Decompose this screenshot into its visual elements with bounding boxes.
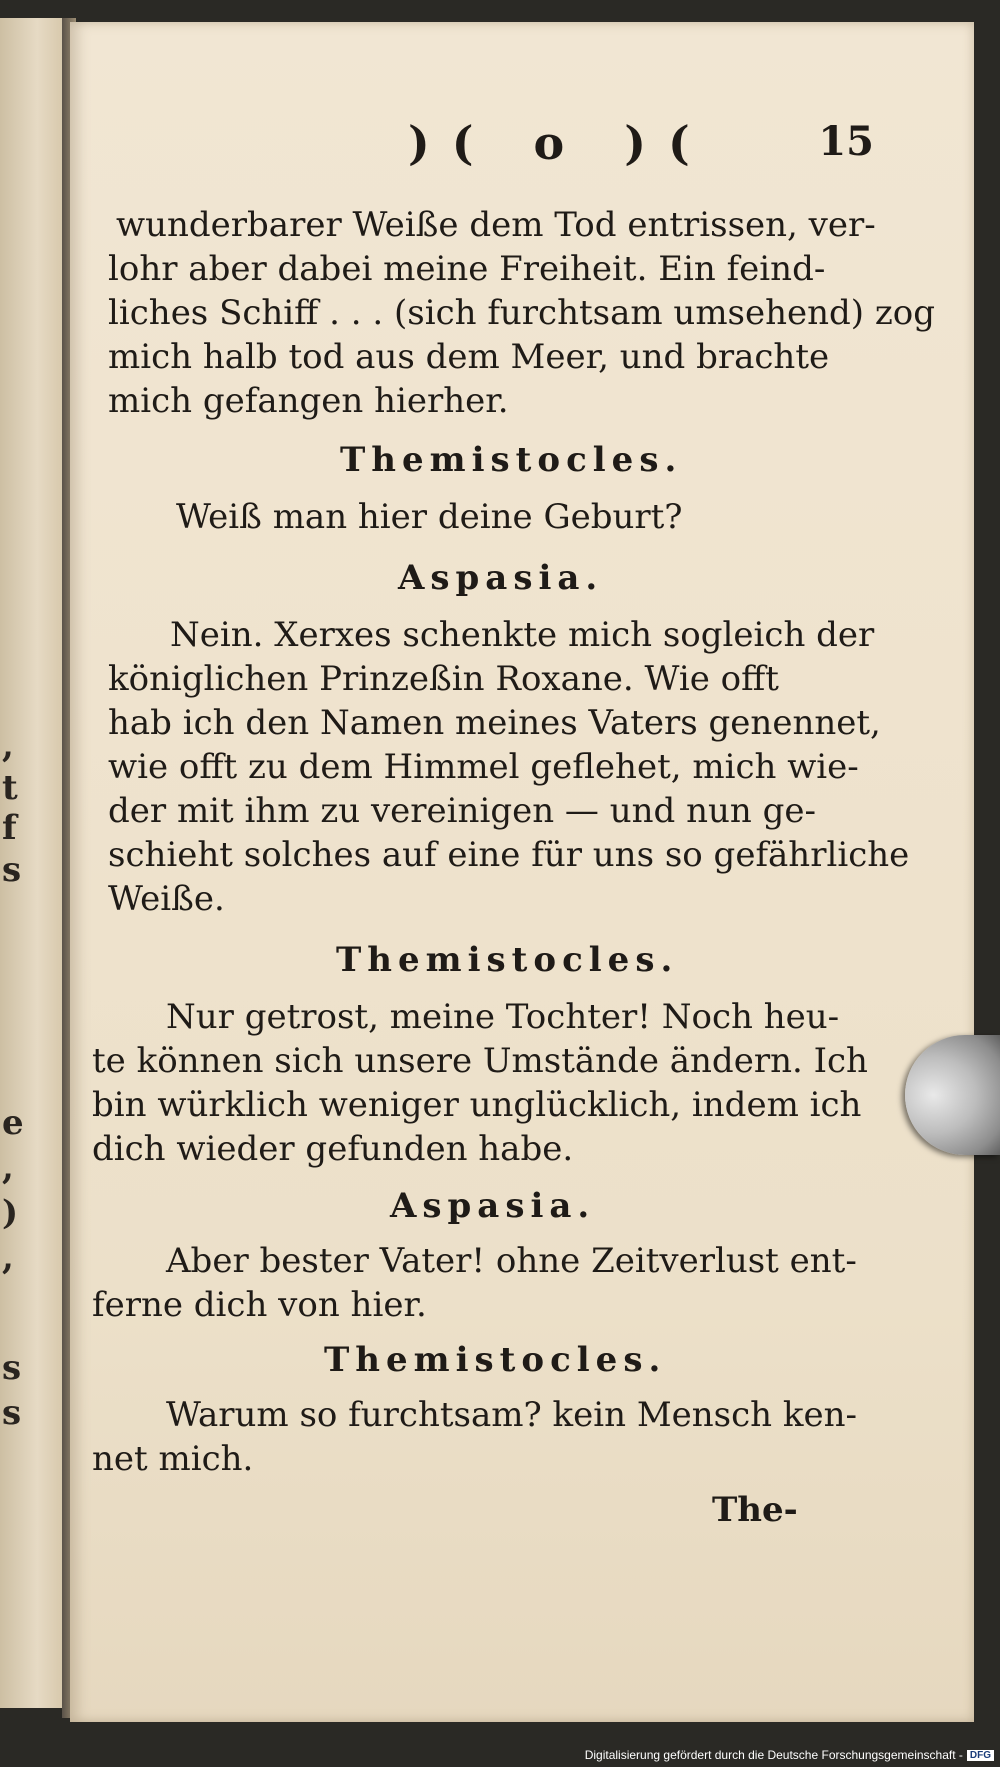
left-page-edge — [0, 18, 62, 1708]
left-fragment: t — [2, 768, 18, 808]
text-line: Aber bester Vater! ohne Zeitverlust ent- — [166, 1241, 857, 1281]
text-line: schieht solches auf eine für uns so gefährliche — [108, 835, 910, 875]
text-line: der mit ihm zu vereinigen — und nun ge- — [108, 791, 816, 831]
left-fragment: s — [2, 1348, 22, 1388]
text-line: te können sich unsere Umstände ändern. Ich — [92, 1041, 868, 1081]
text-line: mich halb tod aus dem Meer, und brachte — [108, 337, 830, 377]
text-line: Nein. Xerxes schenkte mich sogleich der — [170, 615, 875, 655]
speaker-heading: Themistocles. — [336, 940, 679, 980]
left-fragment: s — [2, 1393, 22, 1433]
speaker-heading: Aspasia. — [398, 558, 604, 598]
header-ornament: )( o )( — [408, 116, 712, 170]
digitization-credit — [585, 1745, 994, 1765]
left-fragment: f — [2, 808, 17, 848]
left-fragment: , — [2, 1148, 14, 1188]
page-number: 15 — [818, 118, 874, 165]
text-line: wie offt zu dem Himmel geflehet, mich wie- — [108, 747, 859, 787]
text-line: hab ich den Namen meines Vaters genennet, — [108, 703, 881, 743]
catchword: The- — [712, 1490, 798, 1530]
text-line: mich gefangen hierher. — [108, 381, 509, 421]
dfg-logo: DFG — [967, 1750, 994, 1761]
speaker-heading: Themistocles. — [324, 1340, 667, 1380]
credit-text: Digitalisierung gefördert durch die Deutsche Forschungsgemeinschaft - — [584, 1748, 963, 1762]
running-head — [108, 116, 874, 176]
text-line: bin würklich weniger unglücklich, indem ich — [92, 1085, 862, 1125]
text-line: net mich. — [92, 1439, 254, 1479]
left-fragment: s — [2, 850, 22, 890]
left-fragment: ) — [2, 1193, 19, 1233]
text-line: Weiß man hier deine Geburt? — [176, 497, 683, 537]
text-line: liches Schiff . . . (sich furchtsam umsehend) zog — [108, 293, 936, 333]
text-line: Nur getrost, meine Tochter! Noch heu- — [166, 997, 840, 1037]
text-line: Weiße. — [108, 879, 225, 919]
text-line: Warum so furchtsam? kein Mensch ken- — [166, 1395, 857, 1435]
text-line: wunderbarer Weiße dem Tod entrissen, ver- — [116, 205, 876, 245]
left-page-fragments — [0, 18, 62, 1708]
text-line: lohr aber dabei meine Freiheit. Ein feind- — [108, 249, 826, 289]
speaker-heading: Themistocles. — [340, 440, 683, 480]
text-line: dich wieder gefunden habe. — [92, 1129, 574, 1169]
text-line: ferne dich von hier. — [92, 1285, 427, 1325]
left-fragment: e — [2, 1103, 24, 1143]
left-fragment: , — [2, 726, 14, 766]
text-line: königlichen Prinzeßin Roxane. Wie offt — [108, 659, 779, 699]
left-fragment: , — [2, 1238, 14, 1278]
speaker-heading: Aspasia. — [390, 1186, 596, 1226]
